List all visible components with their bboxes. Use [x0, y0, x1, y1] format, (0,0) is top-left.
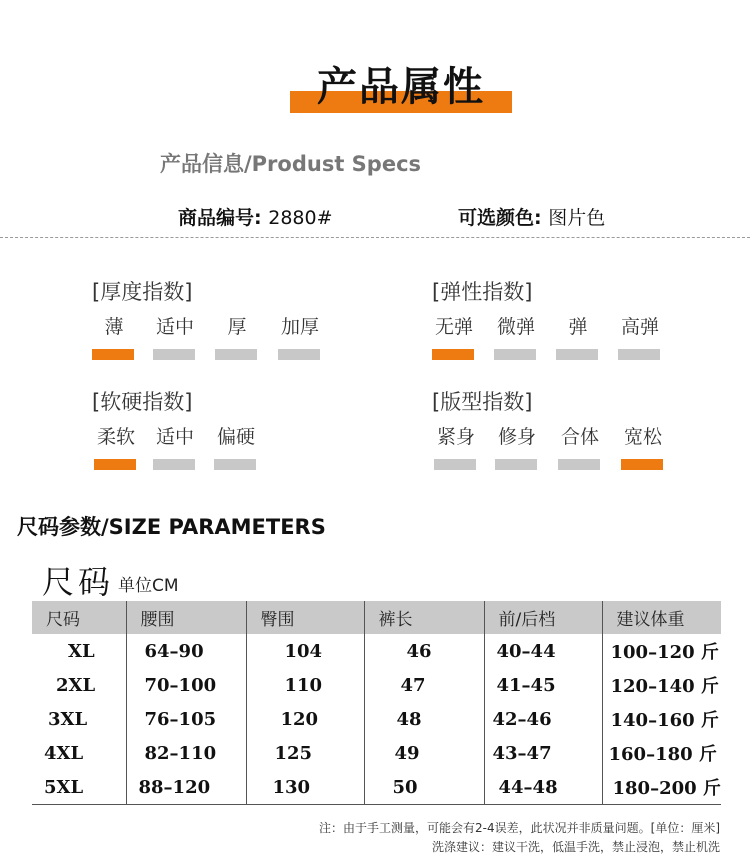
option-label: 厚: [227, 316, 247, 338]
table-cell: 4XL: [32, 736, 126, 770]
option-label: 合体: [560, 426, 599, 448]
table-cell: 46: [364, 634, 484, 668]
table-row: [32, 702, 721, 736]
option: [618, 312, 662, 360]
product-code-value: 2880#: [268, 207, 333, 229]
table-cell: 104: [246, 634, 364, 668]
option-label: 适中: [155, 316, 194, 338]
group-title: [弹性指数]: [432, 280, 533, 304]
fit-index: [432, 386, 662, 476]
table-cell: 43–47: [484, 736, 602, 770]
table-cell: 88–120: [126, 770, 246, 805]
option-indicator: [153, 349, 195, 360]
table-row: [32, 736, 721, 770]
column-header: 腰围: [126, 601, 246, 634]
option-label: 适中: [155, 426, 194, 448]
size-table: [32, 601, 721, 805]
option-indicator: [558, 459, 600, 470]
product-color: [458, 203, 605, 230]
option-label: 宽松: [623, 426, 662, 448]
option: [432, 312, 476, 360]
option-label: 弹: [568, 316, 588, 338]
unit-label: 单位CM: [118, 576, 179, 596]
table-cell: XL: [32, 634, 126, 668]
table-cell: 5XL: [32, 770, 126, 805]
column-header: 尺码: [32, 601, 126, 634]
table-cell: 50: [364, 770, 484, 805]
option: [278, 312, 322, 360]
product-code: [178, 203, 333, 230]
table-cell: 82–110: [126, 736, 246, 770]
page-title: 产品属性: [317, 64, 485, 110]
option: [153, 312, 197, 360]
washing-note: 洗涤建议：建议干洗，低温手洗，禁止浸泡，禁止机洗: [431, 840, 720, 854]
option-indicator: [94, 459, 136, 470]
option-list: [92, 306, 319, 366]
option: [94, 422, 138, 470]
option: [153, 422, 197, 470]
table-cell: 70–100: [126, 668, 246, 702]
option: [214, 422, 258, 470]
option: [215, 312, 259, 360]
table-cell: 180–200 斤: [602, 770, 721, 805]
group-title: [软硬指数]: [92, 390, 193, 414]
table-cell: 140–160 斤: [610, 710, 719, 731]
column-header: 臀围: [246, 601, 364, 634]
table-cell: 3XL: [32, 702, 126, 736]
measurement-note: 注：由于手工测量，可能会有2-4误差，此状况并非质量问题。[单位：厘米]: [319, 821, 720, 835]
option-label: 修身: [497, 426, 536, 448]
thickness-index: [92, 276, 319, 366]
table-cell: 120–140 斤: [610, 676, 719, 697]
table-cell: 42–46: [484, 702, 602, 736]
option-label: 柔软: [96, 426, 135, 448]
option-indicator: [432, 349, 474, 360]
product-color-value: 图片色: [548, 207, 606, 229]
group-title: [厚度指数]: [92, 280, 193, 304]
option-indicator: [92, 349, 134, 360]
option-label: 微弹: [496, 316, 535, 338]
table-cell: 100–120 斤: [610, 642, 719, 663]
option-indicator: [494, 349, 536, 360]
table-cell: 120: [246, 702, 364, 736]
option: [494, 312, 538, 360]
size-heading: 尺码参数/SIZE PARAMETERS: [17, 515, 326, 539]
table-cell: 49: [364, 736, 484, 770]
option: [495, 422, 539, 470]
table-cell: 47: [364, 668, 484, 702]
option-indicator: [214, 459, 256, 470]
option: [556, 312, 600, 360]
option-list: [432, 416, 662, 476]
table-row: [32, 668, 721, 702]
option-label: 偏硬: [216, 426, 255, 448]
specs-heading: 产品信息/Produst Specs: [160, 152, 422, 176]
option-indicator: [495, 459, 537, 470]
column-header: 前/后档: [484, 601, 602, 634]
option-label: 加厚: [280, 316, 319, 338]
product-code-label: 商品编号:: [178, 207, 262, 229]
column-header: 裤长: [364, 601, 484, 634]
option-indicator: [215, 349, 257, 360]
size-title: 尺码: [42, 563, 115, 601]
option-indicator: [434, 459, 476, 470]
option-list: [92, 416, 255, 476]
option-list: [432, 306, 659, 366]
option: [558, 422, 602, 470]
table-row: [32, 634, 721, 668]
option: [92, 312, 136, 360]
option-label: 无弹: [434, 316, 473, 338]
option: [621, 422, 665, 470]
option-indicator: [278, 349, 320, 360]
option-label: 薄: [104, 316, 124, 338]
column-header: 建议体重: [602, 601, 721, 634]
table-cell: 130: [246, 770, 364, 805]
table-cell: 41–45: [484, 668, 602, 702]
table-cell: 125: [246, 736, 364, 770]
table-row: [32, 770, 721, 805]
option-indicator: [621, 459, 663, 470]
table-cell: 40–44: [484, 634, 602, 668]
table-cell: 48: [364, 702, 484, 736]
group-title: [版型指数]: [432, 390, 533, 414]
divider: [0, 237, 750, 238]
table-header-row: [32, 601, 721, 634]
table-cell: 160–180 斤: [608, 744, 717, 765]
elasticity-index: [432, 276, 659, 366]
table-cell: 64–90: [126, 634, 246, 668]
option-indicator: [618, 349, 660, 360]
option-indicator: [556, 349, 598, 360]
table-cell: 2XL: [32, 668, 126, 702]
option-indicator: [153, 459, 195, 470]
product-color-label: 可选颜色:: [458, 207, 542, 229]
softness-index: [92, 386, 255, 476]
table-cell: 76–105: [126, 702, 246, 736]
table-cell: 110: [246, 668, 364, 702]
table-cell: 44–48: [484, 770, 602, 805]
option-label: 高弹: [620, 316, 659, 338]
option-label: 紧身: [436, 426, 475, 448]
option: [434, 422, 478, 470]
